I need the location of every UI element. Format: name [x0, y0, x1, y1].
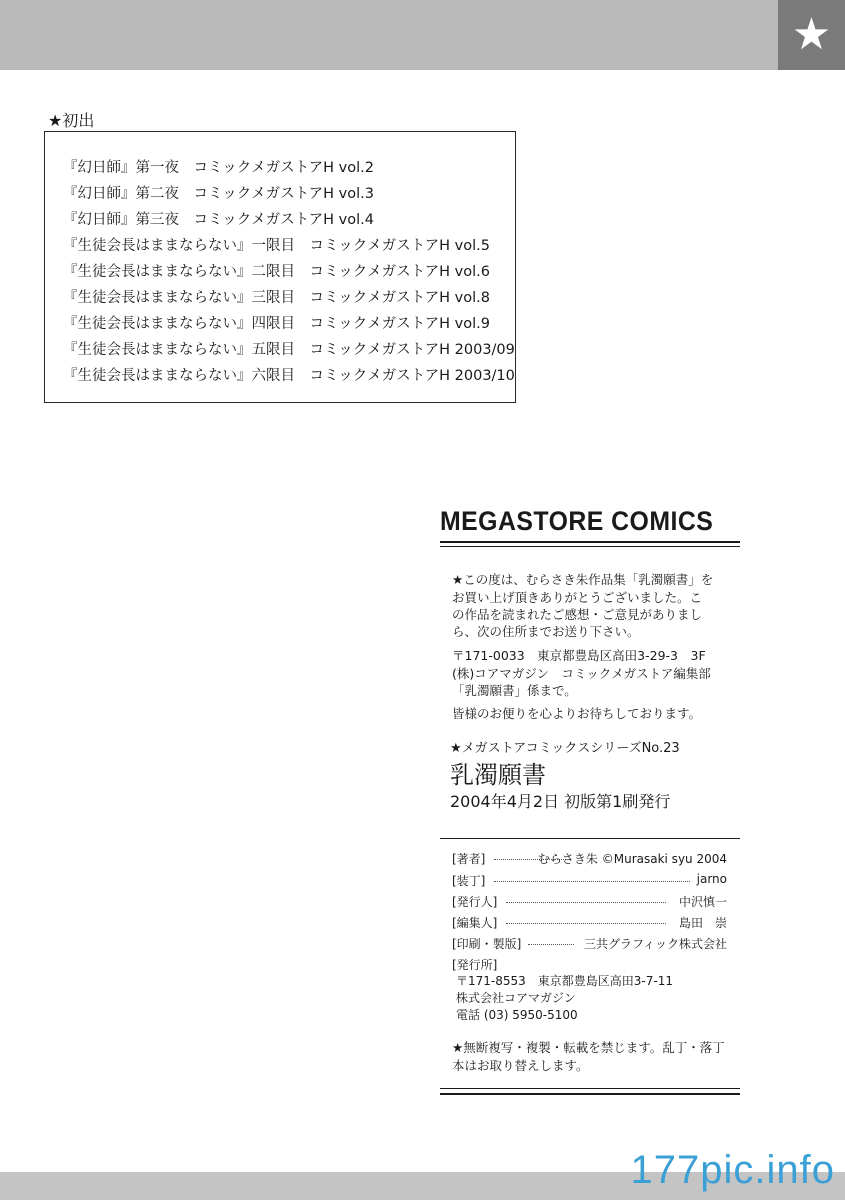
divider	[440, 1093, 740, 1095]
notice-line: ★無断複写・複製・転載を禁じます。乱丁・落丁	[452, 1040, 725, 1055]
address-line: (株)コアマガジン コミックメガストア編集部	[452, 666, 711, 681]
divider	[440, 541, 740, 543]
series-label: ★メガストアコミックスシリーズNo.23	[450, 741, 680, 756]
first-publication-box	[44, 131, 516, 403]
divider	[440, 546, 740, 547]
book-title: 乳濁願書	[450, 761, 546, 789]
watermark: 177pic.info	[630, 1148, 835, 1192]
publication-date: 2004年4月2日 初版第1刷発行	[450, 792, 671, 811]
message-line: ら、次の住所までお送り下さい。	[452, 624, 640, 639]
list-item: 『生徒会長はままならない』五限目 コミックメガストアH 2003/09	[63, 342, 515, 358]
divider	[440, 838, 740, 839]
top-gray-band	[0, 0, 778, 70]
message-line: ★この度は、むらさき朱作品集「乳濁願書」を	[452, 572, 714, 587]
publisher-line: 電話 (03) 5950-5100	[456, 1008, 578, 1022]
publisher-line: 株式会社コアマガジン	[456, 991, 576, 1005]
star-icon: ★	[791, 9, 832, 60]
divider	[440, 1088, 740, 1089]
address-line: 「乳濁願書」係まで。	[452, 683, 577, 698]
publisher-line: 〒171-8553 東京都豊島区高田3-7-11	[456, 974, 673, 988]
corner-star-tab	[778, 0, 845, 70]
list-item: 『生徒会長はままならない』四限目 コミックメガストアH vol.9	[63, 316, 490, 332]
message-line: お買い上げ頂きありがとうございました。こ	[452, 590, 703, 605]
message-line: の作品を読まれたご感想・ご意見がありまし	[452, 607, 703, 622]
list-item: 『幻日師』第二夜 コミックメガストアH vol.3	[63, 186, 374, 202]
closing-line: 皆様のお便りを心よりお待ちしております。	[452, 706, 702, 721]
address-line: 〒171-0033 東京都豊島区高田3-29-3 3F	[452, 648, 706, 663]
list-item: 『生徒会長はままならない』三限目 コミックメガストアH vol.8	[63, 290, 490, 306]
list-item: 『生徒会長はままならない』六限目 コミックメガストアH 2003/10	[63, 368, 515, 384]
first-publication-title: ★初出	[48, 111, 95, 130]
brand-logo: MEGASTORE COMICS	[440, 506, 714, 536]
list-item: 『生徒会長はままならない』二限目 コミックメガストアH vol.6	[63, 264, 490, 280]
list-item: 『幻日師』第三夜 コミックメガストアH vol.4	[63, 212, 374, 228]
list-item: 『生徒会長はままならない』一限目 コミックメガストアH vol.5	[63, 238, 490, 254]
notice-line: 本はお取り替えします。	[452, 1058, 589, 1073]
list-item: 『幻日師』第一夜 コミックメガストアH vol.2	[63, 160, 374, 176]
